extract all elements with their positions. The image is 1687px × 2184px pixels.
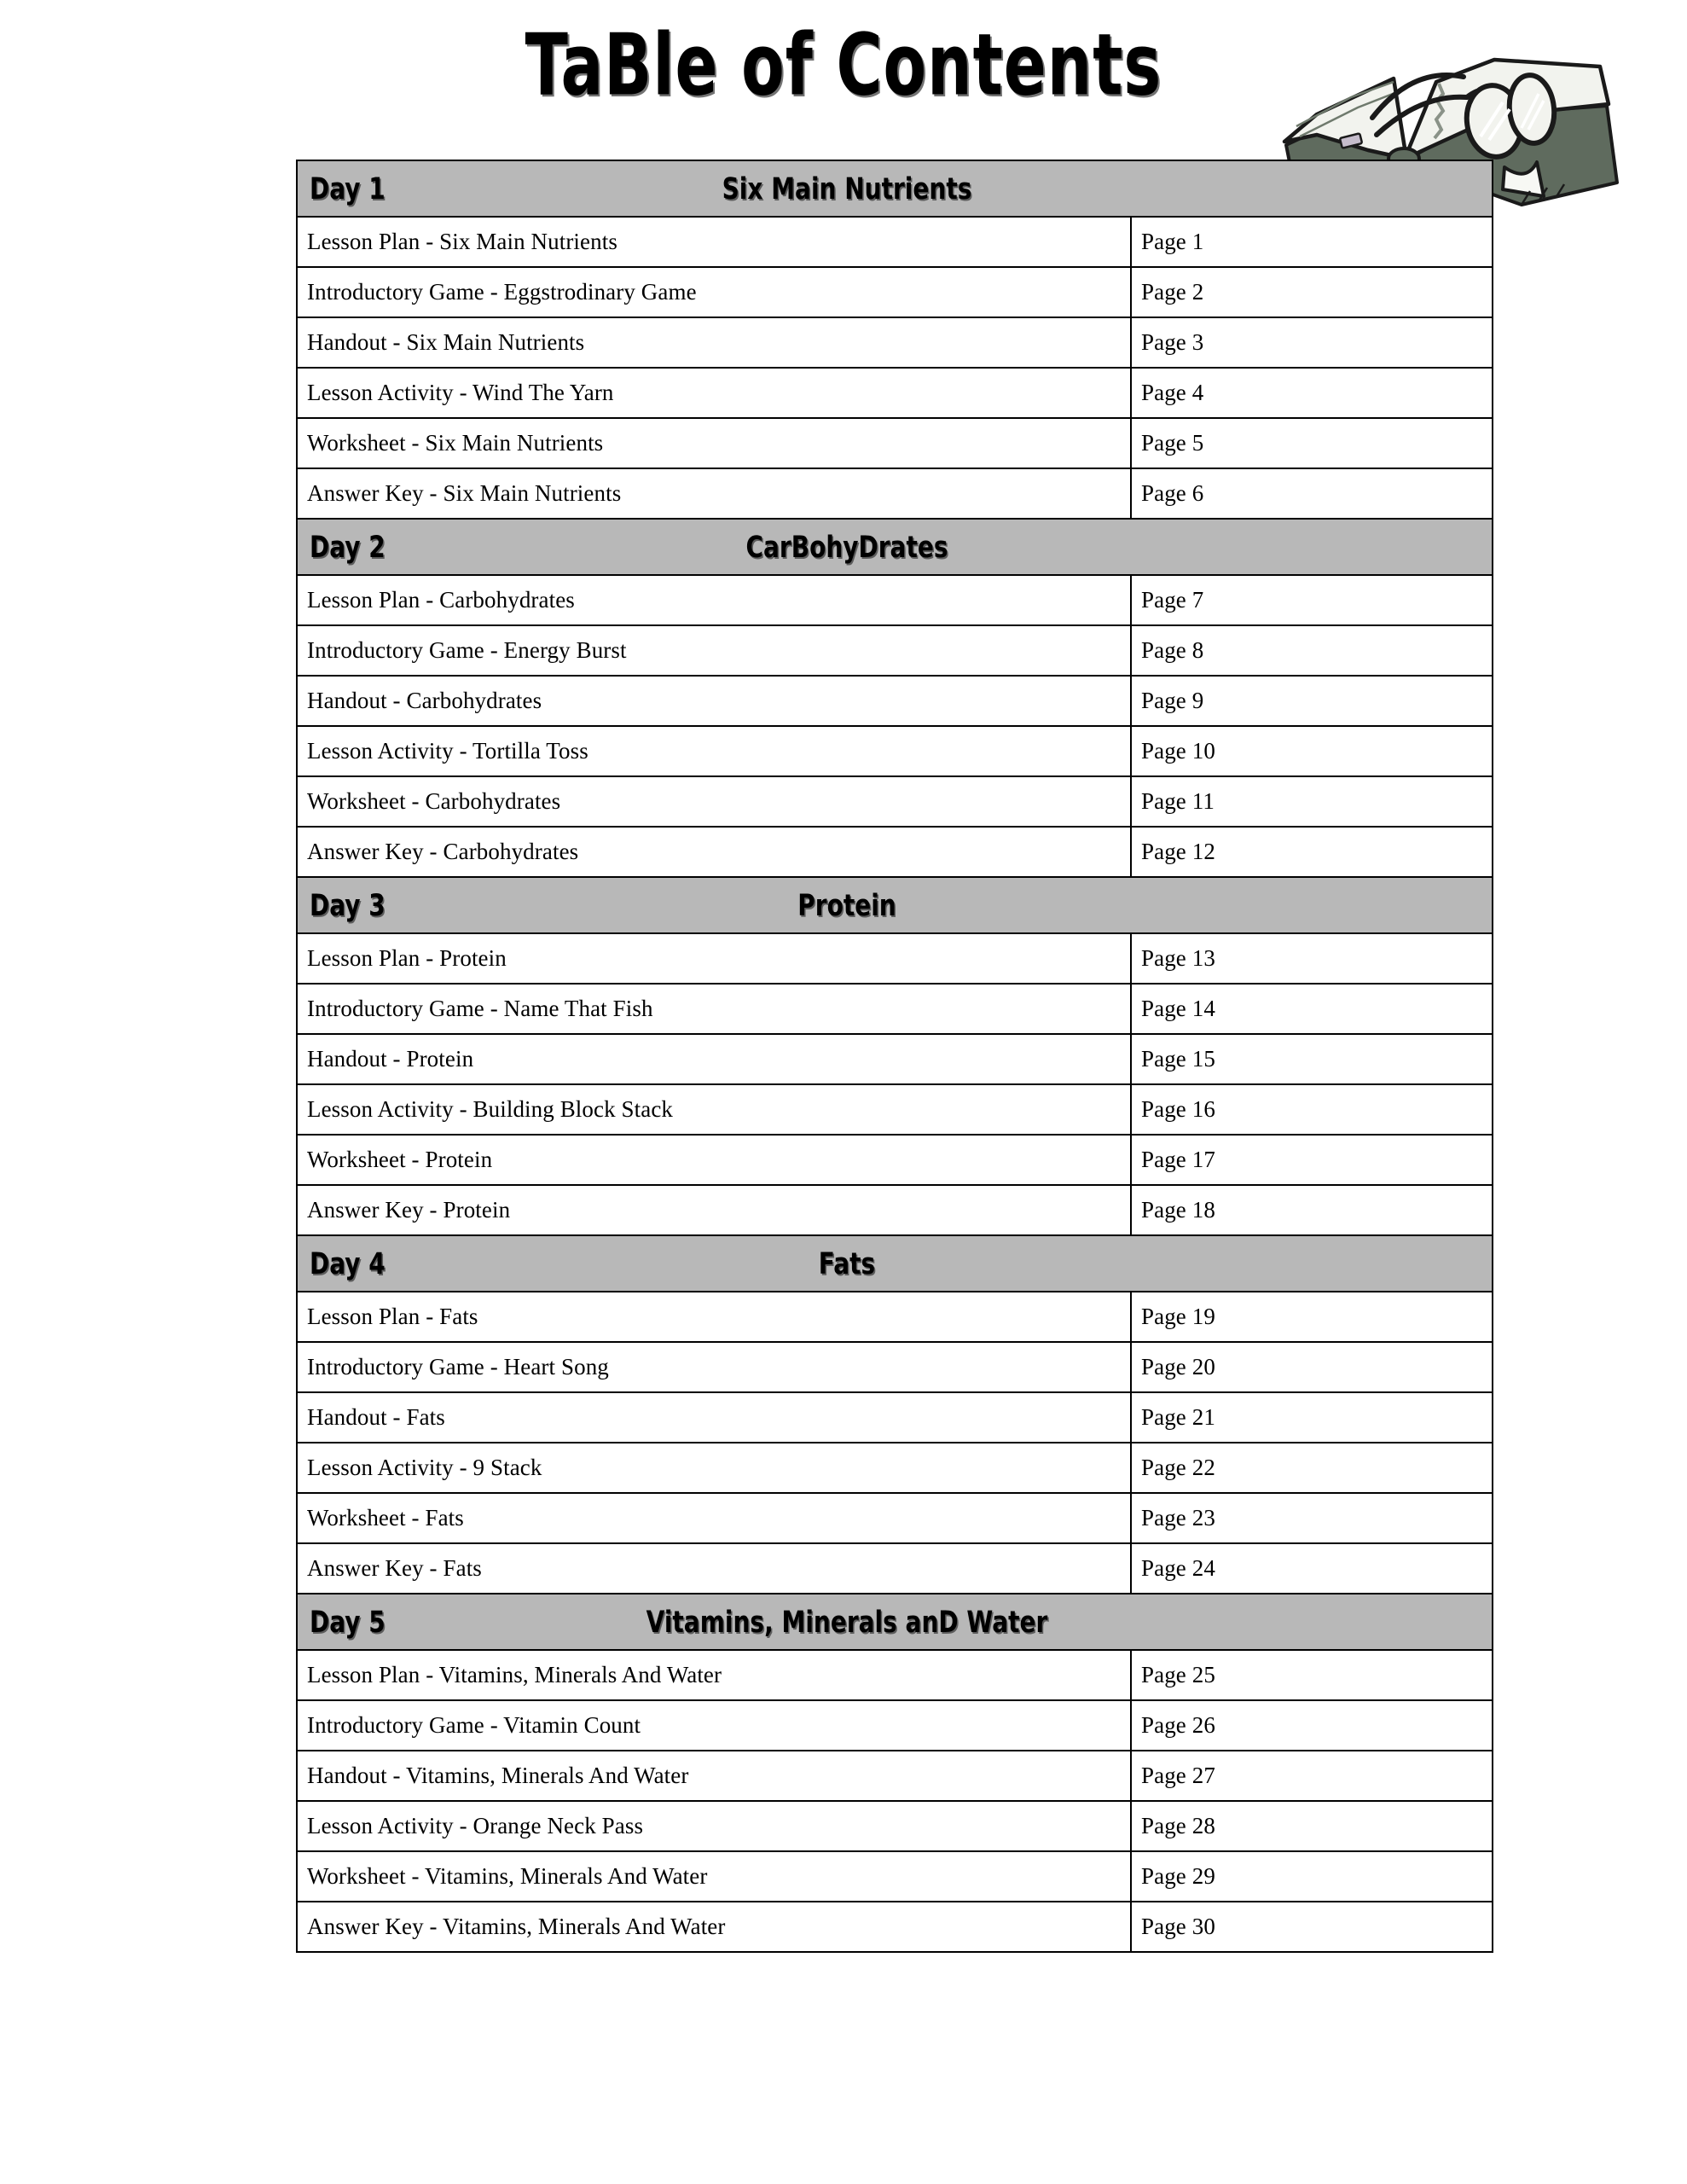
entry-title: Handout - Vitamins, Minerals And Water (307, 1763, 689, 1788)
table-row[interactable] (297, 776, 1493, 827)
entry-title-cell[interactable] (297, 1342, 1131, 1392)
entry-page-number: Page 12 (1141, 839, 1215, 864)
entry-page-number: Page 30 (1141, 1914, 1215, 1939)
table-of-contents (296, 160, 1493, 1953)
entry-page-cell[interactable] (1131, 827, 1493, 877)
table-row[interactable] (297, 217, 1493, 267)
entry-page-cell[interactable] (1131, 1543, 1493, 1594)
entry-title-cell[interactable] (297, 1493, 1131, 1543)
table-row[interactable] (297, 933, 1493, 984)
entry-page-number: Page 7 (1141, 587, 1204, 613)
entry-title: Lesson Plan - Six Main Nutrients (307, 229, 617, 254)
section-header-cell (297, 519, 1493, 575)
section-title: Vitamins, Minerals anD Water (646, 1604, 1048, 1640)
entry-page-number: Page 21 (1141, 1404, 1215, 1430)
section-day-label: Day 1 (310, 171, 386, 206)
entry-title-cell[interactable] (297, 217, 1131, 267)
table-row[interactable] (297, 1751, 1493, 1801)
entry-title: Worksheet - Vitamins, Minerals And Water (307, 1863, 708, 1889)
table-row[interactable] (297, 676, 1493, 726)
entry-title: Introductory Game - Energy Burst (307, 637, 627, 663)
entry-page-cell[interactable] (1131, 317, 1493, 368)
table-row[interactable] (297, 1392, 1493, 1443)
entry-page-cell[interactable] (1131, 1084, 1493, 1135)
entry-title: Lesson Plan - Carbohydrates (307, 587, 575, 613)
entry-page-number: Page 8 (1141, 637, 1204, 663)
entry-title-cell[interactable] (297, 1902, 1131, 1952)
entry-title: Introductory Game - Vitamin Count (307, 1712, 641, 1738)
entry-page-number: Page 5 (1141, 430, 1204, 456)
entry-page-number: Page 3 (1141, 329, 1204, 355)
entry-page-cell[interactable] (1131, 933, 1493, 984)
entry-page-cell[interactable] (1131, 575, 1493, 625)
entry-title-cell[interactable] (297, 726, 1131, 776)
section-header-cell (297, 1235, 1493, 1292)
section-header-row (297, 877, 1493, 933)
section-title: Fats (818, 1246, 876, 1281)
table-row[interactable] (297, 418, 1493, 468)
section-header-content (298, 878, 1492, 932)
entry-page-cell[interactable] (1131, 1700, 1493, 1751)
entry-page-number: Page 20 (1141, 1354, 1215, 1380)
table-row[interactable] (297, 1650, 1493, 1700)
entry-title-cell[interactable] (297, 984, 1131, 1034)
table-row[interactable] (297, 1342, 1493, 1392)
entry-title: Lesson Activity - Building Block Stack (307, 1096, 674, 1122)
entry-title: Lesson Plan - Fats (307, 1304, 478, 1329)
section-day-label: Day 5 (310, 1604, 386, 1640)
entry-title-cell[interactable] (297, 575, 1131, 625)
entry-title-cell[interactable] (297, 1751, 1131, 1801)
entry-page-cell[interactable] (1131, 1801, 1493, 1851)
entry-title: Handout - Protein (307, 1046, 474, 1072)
entry-page-cell[interactable] (1131, 217, 1493, 267)
table-row[interactable] (297, 625, 1493, 676)
section-header-row (297, 1235, 1493, 1292)
section-day-label: Day 4 (310, 1246, 386, 1281)
entry-page-cell[interactable] (1131, 1185, 1493, 1235)
table-row[interactable] (297, 1543, 1493, 1594)
entry-title: Worksheet - Six Main Nutrients (307, 430, 604, 456)
table-row[interactable] (297, 1801, 1493, 1851)
entry-page-number: Page 11 (1141, 788, 1215, 814)
table-row[interactable] (297, 984, 1493, 1034)
entry-page-cell[interactable] (1131, 368, 1493, 418)
entry-page-cell[interactable] (1131, 1443, 1493, 1493)
table-row[interactable] (297, 368, 1493, 418)
entry-title-cell[interactable] (297, 267, 1131, 317)
table-row[interactable] (297, 1443, 1493, 1493)
entry-page-number: Page 10 (1141, 738, 1215, 764)
table-row[interactable] (297, 1292, 1493, 1342)
entry-title: Answer Key - Vitamins, Minerals And Water (307, 1914, 726, 1939)
entry-page-cell[interactable] (1131, 726, 1493, 776)
section-title: CarBohyDrates (745, 529, 948, 565)
entry-title-cell[interactable] (297, 1292, 1131, 1342)
entry-page-number: Page 28 (1141, 1813, 1215, 1838)
entry-page-cell[interactable] (1131, 1751, 1493, 1801)
table-row[interactable] (297, 1084, 1493, 1135)
table-row[interactable] (297, 1185, 1493, 1235)
entry-title: Lesson Activity - Wind The Yarn (307, 380, 614, 405)
entry-title-cell[interactable] (297, 776, 1131, 827)
entry-page-number: Page 9 (1141, 688, 1204, 713)
entry-title: Answer Key - Fats (307, 1555, 482, 1581)
entry-title: Introductory Game - Name That Fish (307, 996, 653, 1021)
section-header-cell (297, 160, 1493, 217)
section-title: Protein (797, 887, 896, 923)
entry-page-cell[interactable] (1131, 418, 1493, 468)
entry-title: Lesson Activity - 9 Stack (307, 1455, 542, 1480)
entry-page-number: Page 16 (1141, 1096, 1215, 1122)
section-header-content (298, 1236, 1492, 1291)
entry-page-number: Page 24 (1141, 1555, 1215, 1581)
entry-title-cell[interactable] (297, 1392, 1131, 1443)
section-header-content (298, 520, 1492, 574)
entry-page-cell[interactable] (1131, 1034, 1493, 1084)
entry-page-cell[interactable] (1131, 625, 1493, 676)
entry-title-cell[interactable] (297, 1650, 1131, 1700)
entry-page-number: Page 23 (1141, 1505, 1215, 1531)
entry-page-number: Page 19 (1141, 1304, 1215, 1329)
section-header-content (298, 161, 1492, 216)
entry-title-cell[interactable] (297, 1801, 1131, 1851)
table-row[interactable] (297, 1700, 1493, 1751)
entry-title-cell[interactable] (297, 1185, 1131, 1235)
entry-page-number: Page 29 (1141, 1863, 1215, 1889)
entry-title: Introductory Game - Heart Song (307, 1354, 609, 1380)
table-row[interactable] (297, 317, 1493, 368)
entry-title: Handout - Fats (307, 1404, 445, 1430)
section-header-row (297, 160, 1493, 217)
entry-title: Answer Key - Six Main Nutrients (307, 480, 622, 506)
entry-page-cell[interactable] (1131, 1392, 1493, 1443)
entry-title: Handout - Carbohydrates (307, 688, 542, 713)
section-header-row (297, 519, 1493, 575)
section-header-cell (297, 1594, 1493, 1650)
entry-page-number: Page 6 (1141, 480, 1204, 506)
table-row[interactable] (297, 726, 1493, 776)
entry-page-number: Page 13 (1141, 945, 1215, 971)
section-header-row (297, 1594, 1493, 1650)
section-header-cell (297, 877, 1493, 933)
entry-title-cell[interactable] (297, 1543, 1131, 1594)
entry-title: Worksheet - Protein (307, 1147, 493, 1172)
entry-title-cell[interactable] (297, 1135, 1131, 1185)
entry-page-number: Page 2 (1141, 279, 1204, 305)
table-row[interactable] (297, 468, 1493, 519)
section-day-label: Day 2 (310, 529, 386, 565)
entry-title: Lesson Activity - Tortilla Toss (307, 738, 588, 764)
entry-page-cell[interactable] (1131, 676, 1493, 726)
entry-title-cell[interactable] (297, 676, 1131, 726)
entry-title: Lesson Plan - Vitamins, Minerals And Water (307, 1662, 722, 1687)
entry-page-cell[interactable] (1131, 1851, 1493, 1902)
entry-title-cell[interactable] (297, 317, 1131, 368)
table-row[interactable] (297, 1135, 1493, 1185)
entry-title-cell[interactable] (297, 1851, 1131, 1902)
entry-page-number: Page 26 (1141, 1712, 1215, 1738)
entry-page-cell[interactable] (1131, 1650, 1493, 1700)
section-day-label: Day 3 (310, 887, 386, 923)
entry-title-cell[interactable] (297, 1700, 1131, 1751)
entry-title: Handout - Six Main Nutrients (307, 329, 585, 355)
table-row[interactable] (297, 267, 1493, 317)
table-row[interactable] (297, 1851, 1493, 1902)
entry-title-cell[interactable] (297, 1443, 1131, 1493)
entry-page-cell[interactable] (1131, 468, 1493, 519)
entry-page-cell[interactable] (1131, 1342, 1493, 1392)
entry-page-cell[interactable] (1131, 1135, 1493, 1185)
entry-title: Lesson Plan - Protein (307, 945, 507, 971)
section-title: Six Main Nutrients (722, 171, 972, 206)
entry-title-cell[interactable] (297, 468, 1131, 519)
entry-title-cell[interactable] (297, 1034, 1131, 1084)
table-row[interactable] (297, 1493, 1493, 1543)
entry-title-cell[interactable] (297, 418, 1131, 468)
table-row[interactable] (297, 1034, 1493, 1084)
entry-title: Introductory Game - Eggstrodinary Game (307, 279, 697, 305)
entry-title-cell[interactable] (297, 625, 1131, 676)
entry-title: Answer Key - Carbohydrates (307, 839, 579, 864)
entry-page-number: Page 17 (1141, 1147, 1215, 1172)
entry-title-cell[interactable] (297, 827, 1131, 877)
entry-title-cell[interactable] (297, 368, 1131, 418)
entry-page-number: Page 27 (1141, 1763, 1215, 1788)
table-row[interactable] (297, 575, 1493, 625)
entry-page-number: Page 15 (1141, 1046, 1215, 1072)
entry-page-number: Page 25 (1141, 1662, 1215, 1687)
entry-page-number: Page 1 (1141, 229, 1204, 254)
entry-title: Lesson Activity - Orange Neck Pass (307, 1813, 644, 1838)
entry-page-cell[interactable] (1131, 1292, 1493, 1342)
section-header-content (298, 1594, 1492, 1649)
entry-title-cell[interactable] (297, 933, 1131, 984)
entry-title-cell[interactable] (297, 1084, 1131, 1135)
entry-page-cell[interactable] (1131, 776, 1493, 827)
entry-page-cell[interactable] (1131, 267, 1493, 317)
table-row[interactable] (297, 827, 1493, 877)
entry-page-number: Page 18 (1141, 1197, 1215, 1223)
entry-page-cell[interactable] (1131, 1902, 1493, 1952)
entry-page-number: Page 22 (1141, 1455, 1215, 1480)
entry-page-number: Page 4 (1141, 380, 1204, 405)
entry-title: Worksheet - Carbohydrates (307, 788, 561, 814)
table-row[interactable] (297, 1902, 1493, 1952)
entry-title: Worksheet - Fats (307, 1505, 464, 1531)
entry-page-cell[interactable] (1131, 1493, 1493, 1543)
entry-page-number: Page 14 (1141, 996, 1215, 1021)
page-title: TaBle of Contents (525, 14, 1162, 115)
entry-page-cell[interactable] (1131, 984, 1493, 1034)
entry-title: Answer Key - Protein (307, 1197, 511, 1223)
